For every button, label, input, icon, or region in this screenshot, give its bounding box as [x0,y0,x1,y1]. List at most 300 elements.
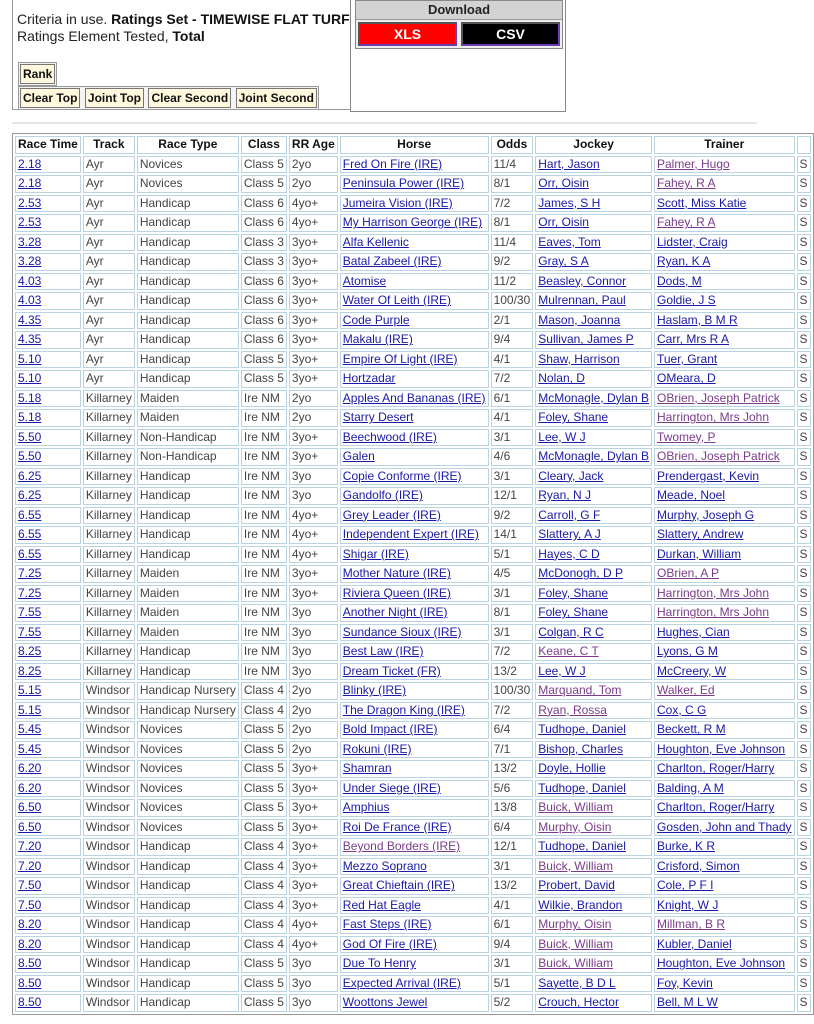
jockey-link[interactable]: Slattery, A J [538,527,601,542]
trainer-cell [654,897,795,915]
horse-link[interactable]: The Dragon King (IRE) [342,702,465,717]
trainer-cell [654,994,795,1012]
jockey-link[interactable]: Murphy, Oisin [538,819,612,834]
track-cell: Killarney [83,546,135,564]
race-type-cell: Handicap [137,936,239,954]
race-time-link[interactable]: 6.50 [18,800,42,815]
jockey-link[interactable]: Hart, Jason [538,156,600,171]
race-time-cell [15,214,81,232]
jockey-link[interactable]: Eaves, Tom [538,234,601,249]
track-cell: Killarney [83,507,135,525]
race-time-link[interactable]: 7.55 [18,605,42,620]
horse-link[interactable]: Riviera Queen (IRE) [342,585,451,600]
race-time-link[interactable]: 7.50 [18,897,42,912]
jockey-link[interactable]: Buick, William [538,800,613,815]
jockey-link[interactable]: Gray, S A [538,254,589,269]
race-time-link[interactable]: 3.28 [18,254,42,269]
trainer-link[interactable]: Scott, Miss Katie [656,195,747,210]
horse-link[interactable]: Best Law (IRE) [342,644,424,659]
race-time-cell [15,526,81,544]
trainer-cell [654,253,795,271]
trainer-link[interactable]: Harrington, Mrs John [656,585,770,600]
horse-link[interactable]: Shigar (IRE) [342,546,409,561]
trainer-cell [654,429,795,447]
race-time-link[interactable]: 5.18 [18,390,42,405]
trainer-link[interactable]: Charlton, Roger/Harry [656,800,775,815]
extra-cell: S [797,604,811,622]
race-time-link[interactable]: 8.50 [18,975,42,990]
table-row [15,663,811,681]
table-row [15,214,811,232]
race-time-link[interactable]: 8.50 [18,956,42,971]
trainer-link[interactable]: Harrington, Mrs John [656,605,770,620]
divider [12,122,757,124]
race-time-link[interactable]: 7.20 [18,858,42,873]
trainer-link[interactable]: Crisford, Simon [656,858,740,873]
race-time-link[interactable]: 8.25 [18,663,42,678]
jockey-link[interactable]: Colgan, R C [538,624,604,639]
race-time-link[interactable]: 6.25 [18,488,42,503]
class-cell: Ire NM [241,624,287,642]
header-odds[interactable]: Odds [491,136,534,154]
track-cell: Ayr [83,370,135,388]
trainer-cell [654,682,795,700]
race-time-cell [15,877,81,895]
horse-link[interactable]: Independent Expert (IRE) [342,527,479,542]
joint-top-button[interactable]: Joint Top [85,88,144,108]
jockey-cell [535,195,652,213]
extra-cell: S [797,624,811,642]
trainer-link[interactable]: Murphy, Joseph G [656,507,755,522]
trainer-link[interactable]: Balding, A M [656,780,724,795]
trainer-link[interactable]: Slattery, Andrew [656,527,744,542]
horse-link[interactable]: Another Night (IRE) [342,605,448,620]
race-time-link[interactable]: 5.15 [18,702,42,717]
race-time-link[interactable]: 5.18 [18,410,42,425]
trainer-link[interactable]: Goldie, J S [656,293,716,308]
race-time-link[interactable]: 4.35 [18,312,42,327]
track-cell: Killarney [83,643,135,661]
race-type-cell: Handicap [137,487,239,505]
race-time-link[interactable]: 8.20 [18,936,42,951]
trainer-link[interactable]: Hughes, Cian [656,624,730,639]
horse-link[interactable]: Due To Henry [342,956,416,971]
race-time-link[interactable]: 2.18 [18,176,42,191]
track-cell: Windsor [83,780,135,798]
track-cell: Killarney [83,604,135,622]
jockey-link[interactable]: Foley, Shane [538,410,609,425]
horse-link[interactable]: Bold Impact (IRE) [342,722,438,737]
extra-cell: S [797,916,811,934]
trainer-link[interactable]: Tuer, Grant [656,351,718,366]
jockey-link[interactable]: Sayette, B D L [538,975,616,990]
header-track[interactable]: Track [83,136,135,154]
jockey-cell [535,448,652,466]
race-time-link[interactable]: 8.50 [18,995,42,1010]
jockey-link[interactable]: Sullivan, James P [538,332,634,347]
race-type-cell: Non-Handicap [137,429,239,447]
race-time-link[interactable]: 4.03 [18,273,42,288]
table-row [15,955,811,973]
jockey-link[interactable]: Shaw, Harrison [538,351,620,366]
jockey-link[interactable]: Carroll, G F [538,507,601,522]
race-time-cell [15,409,81,427]
race-time-link[interactable]: 5.10 [18,371,42,386]
race-time-link[interactable]: 7.20 [18,839,42,854]
table-row [15,897,811,915]
jockey-cell [535,721,652,739]
jockey-cell [535,780,652,798]
trainer-cell [654,760,795,778]
race-time-cell [15,663,81,681]
table-row [15,448,811,466]
jockey-cell [535,819,652,837]
trainer-link[interactable]: McCreery, W [656,663,727,678]
race-time-link[interactable]: 5.15 [18,683,42,698]
race-time-link[interactable]: 6.20 [18,780,42,795]
horse-link[interactable]: God Of Fire (IRE) [342,936,437,951]
extra-cell: S [797,370,811,388]
trainer-link[interactable]: Haslam, B M R [656,312,738,327]
age-cell: 3yo+ [289,448,338,466]
trainer-link[interactable]: Cox, C G [656,702,707,717]
race-time-link[interactable]: 6.50 [18,819,42,834]
xls-download-button[interactable]: XLS [358,22,457,46]
joint-second-button[interactable]: Joint Second [236,88,317,108]
race-time-cell [15,312,81,330]
jockey-link[interactable]: Buick, William [538,858,613,873]
trainer-cell [654,916,795,934]
header-race-time[interactable]: Race Time [15,136,81,154]
class-cell: Ire NM [241,448,287,466]
age-cell: 3yo [289,624,338,642]
table-row [15,565,811,583]
race-time-link[interactable]: 2.53 [18,195,42,210]
horse-link[interactable]: Fred On Fire (IRE) [342,156,443,171]
horse-link[interactable]: Woottons Jewel [342,995,428,1010]
jockey-link[interactable]: Probert, David [538,878,615,893]
trainer-link[interactable]: Walker, Ed [656,683,715,698]
trainer-link[interactable]: Kubler, Daniel [656,936,732,951]
race-time-link[interactable]: 5.50 [18,429,42,444]
horse-link[interactable]: Shamran [342,761,392,776]
header-trainer[interactable]: Trainer [654,136,795,154]
selection-group [18,86,319,110]
rank-button[interactable]: Rank [20,64,55,84]
race-time-link[interactable]: 5.50 [18,449,42,464]
race-time-link[interactable]: 4.35 [18,332,42,347]
race-time-link[interactable]: 7.50 [18,878,42,893]
horse-link[interactable]: Mother Nature (IRE) [342,566,451,581]
horse-cell [340,331,489,349]
horse-cell [340,234,489,252]
trainer-link[interactable]: OBrien, Joseph Patrick [656,449,780,464]
jockey-link[interactable]: Ryan, Rossa [538,702,607,717]
track-cell: Windsor [83,916,135,934]
header-jockey[interactable]: Jockey [535,136,652,154]
trainer-cell [654,858,795,876]
horse-link[interactable]: Dream Ticket (FR) [342,663,441,678]
extra-cell: S [797,994,811,1012]
horse-link[interactable]: Atomise [342,273,387,288]
race-time-link[interactable]: 6.25 [18,468,42,483]
trainer-cell [654,156,795,174]
age-cell: 3yo [289,975,338,993]
jockey-link[interactable]: McMonagle, Dylan B [538,390,649,405]
race-type-cell: Handicap [137,507,239,525]
age-cell: 3yo [289,468,338,486]
trainer-link[interactable]: Carr, Mrs R A [656,332,729,347]
jockey-cell [535,975,652,993]
trainer-link[interactable]: Cole, P F I [656,878,714,893]
race-time-link[interactable]: 7.25 [18,566,42,581]
horse-link[interactable]: Blinky (IRE) [342,683,407,698]
horse-link[interactable]: Batal Zabeel (IRE) [342,254,442,269]
horse-cell [340,429,489,447]
race-type-cell: Handicap [137,526,239,544]
class-cell: Class 4 [241,702,287,720]
horse-link[interactable]: Water Of Leith (IRE) [342,293,452,308]
horse-link[interactable]: Copie Conforme (IRE) [342,468,462,483]
jockey-cell [535,351,652,369]
jockey-link[interactable]: McDonogh, D P [538,566,623,581]
jockey-cell [535,585,652,603]
race-time-link[interactable]: 2.18 [18,156,42,171]
race-time-link[interactable]: 4.03 [18,293,42,308]
trainer-link[interactable]: Knight, W J [656,897,719,912]
race-time-cell [15,351,81,369]
trainer-link[interactable]: Twomey, P [656,429,716,444]
jockey-link[interactable]: Nolan, D [538,371,585,386]
jockey-link[interactable]: Hayes, C D [538,546,600,561]
horse-link[interactable]: Galen [342,449,375,464]
trainer-link[interactable]: Bell, M L W [656,995,718,1010]
jockey-cell [535,429,652,447]
horse-link[interactable]: Makalu (IRE) [342,332,413,347]
jockey-link[interactable]: Doyle, Hollie [538,761,606,776]
horse-link[interactable]: Beyond Borders (IRE) [342,839,461,854]
jockey-link[interactable]: Beasley, Connor [538,273,627,288]
horse-link[interactable]: Jumeira Vision (IRE) [342,195,453,210]
clear-second-button[interactable]: Clear Second [148,88,231,108]
jockey-link[interactable]: Foley, Shane [538,605,609,620]
horse-link[interactable]: Great Chieftain (IRE) [342,878,455,893]
jockey-link[interactable]: Tudhope, Daniel [538,722,626,737]
trainer-link[interactable]: Palmer, Hugo [656,156,730,171]
jockey-link[interactable]: Tudhope, Daniel [538,839,626,854]
trainer-link[interactable]: Lidster, Craig [656,234,728,249]
table-row [15,156,811,174]
header-race-type[interactable]: Race Type [137,136,239,154]
trainer-link[interactable]: Millman, B R [656,917,725,932]
race-time-cell [15,468,81,486]
horse-link[interactable]: My Harrison George (IRE) [342,215,483,230]
horse-link[interactable]: Starry Desert [342,410,414,425]
track-cell: Ayr [83,292,135,310]
horse-cell [340,663,489,681]
trainer-link[interactable]: Prendergast, Kevin [656,468,760,483]
odds-cell: 100/30 [491,682,534,700]
jockey-link[interactable]: Foley, Shane [538,585,609,600]
odds-cell: 4/5 [491,565,534,583]
race-time-link[interactable]: 6.55 [18,546,42,561]
race-time-link[interactable]: 7.55 [18,624,42,639]
horse-cell [340,292,489,310]
jockey-link[interactable]: James, S H [538,195,601,210]
race-time-cell [15,624,81,642]
jockey-link[interactable]: Wilkie, Brandon [538,897,623,912]
jockey-link[interactable]: Bishop, Charles [538,741,623,756]
horse-link[interactable]: Beechwood (IRE) [342,429,437,444]
age-cell: 2yo [289,175,338,193]
race-time-cell [15,858,81,876]
jockey-link[interactable]: Marquand, Tom [538,683,622,698]
race-type-cell: Novices [137,799,239,817]
trainer-link[interactable]: Durkan, William [656,546,741,561]
jockey-cell [535,487,652,505]
trainer-link[interactable]: OBrien, Joseph Patrick [656,390,780,405]
trainer-cell [654,838,795,856]
race-time-cell [15,760,81,778]
horse-cell [340,624,489,642]
horse-link[interactable]: Alfa Kellenic [342,234,409,249]
jockey-link[interactable]: McMonagle, Dylan B [538,449,649,464]
horse-link[interactable]: Expected Arrival (IRE) [342,975,461,990]
horse-cell [340,507,489,525]
jockey-link[interactable]: Buick, William [538,956,613,971]
trainer-link[interactable]: OBrien, A P [656,566,720,581]
horse-cell [340,195,489,213]
odds-cell: 11/2 [491,273,534,291]
horse-link[interactable]: Hortzadar [342,371,396,386]
horse-link[interactable]: Mezzo Soprano [342,858,427,873]
horse-cell [340,741,489,759]
horse-link[interactable]: Empire Of Light (IRE) [342,351,458,366]
horse-link[interactable]: Red Hat Eagle [342,897,421,912]
race-time-link[interactable]: 5.45 [18,722,42,737]
track-cell: Ayr [83,175,135,193]
jockey-link[interactable]: Crouch, Hector [538,995,619,1010]
horse-cell [340,799,489,817]
horse-link[interactable]: Fast Steps (IRE) [342,917,432,932]
class-cell: Class 5 [241,721,287,739]
horse-link[interactable]: Under Siege (IRE) [342,780,441,795]
trainer-link[interactable]: Beckett, R M [656,722,726,737]
trainer-link[interactable]: Houghton, Eve Johnson [656,741,786,756]
jockey-link[interactable]: Mulrennan, Paul [538,293,626,308]
jockey-link[interactable]: Tudhope, Daniel [538,780,626,795]
jockey-link[interactable]: Orr, Oisin [538,215,589,230]
table-row [15,702,811,720]
jockey-link[interactable]: Cleary, Jack [538,468,604,483]
race-time-link[interactable]: 6.55 [18,507,42,522]
trainer-link[interactable]: Ryan, K A [656,254,711,269]
criteria-text [17,11,350,45]
trainer-link[interactable]: Harrington, Mrs John [656,410,770,425]
jockey-link[interactable]: Lee, W J [538,663,586,678]
horse-cell [340,468,489,486]
horse-link[interactable]: Amphius [342,800,390,815]
class-cell: Ire NM [241,663,287,681]
header-horse[interactable]: Horse [340,136,489,154]
age-cell: 3yo+ [289,838,338,856]
race-type-cell: Maiden [137,604,239,622]
race-time-link[interactable]: 6.20 [18,761,42,776]
trainer-link[interactable]: Charlton, Roger/Harry [656,761,775,776]
jockey-link[interactable]: Ryan, N J [538,488,591,503]
csv-download-button[interactable]: CSV [461,22,560,46]
jockey-link[interactable]: Murphy, Oisin [538,917,612,932]
race-time-link[interactable]: 5.45 [18,741,42,756]
race-type-cell: Novices [137,780,239,798]
race-time-link[interactable]: 7.25 [18,585,42,600]
race-time-cell [15,975,81,993]
extra-cell: S [797,429,811,447]
trainer-link[interactable]: Fahey, R A [656,176,716,191]
jockey-link[interactable]: Mason, Joanna [538,312,621,327]
horse-link[interactable]: Rokuni (IRE) [342,741,412,756]
horse-link[interactable]: Grey Leader (IRE) [342,507,441,522]
race-type-cell: Handicap [137,994,239,1012]
horse-link[interactable]: Apples And Bananas (IRE) [342,390,486,405]
extra-cell: S [797,487,811,505]
class-cell: Ire NM [241,390,287,408]
trainer-link[interactable]: Fahey, R A [656,215,716,230]
race-time-link[interactable]: 8.25 [18,644,42,659]
jockey-link[interactable]: Orr, Oisin [538,176,589,191]
odds-cell: 7/2 [491,643,534,661]
trainer-link[interactable]: Meade, Noel [656,488,726,503]
race-type-cell: Maiden [137,585,239,603]
class-cell: Class 5 [241,351,287,369]
class-cell: Ire NM [241,429,287,447]
race-time-link[interactable]: 8.20 [18,917,42,932]
race-time-link[interactable]: 6.55 [18,527,42,542]
trainer-link[interactable]: Gosden, John and Thady [656,819,792,834]
clear-top-button[interactable]: Clear Top [20,88,80,108]
odds-cell: 8/1 [491,214,534,232]
trainer-link[interactable]: Houghton, Eve Johnson [656,956,786,971]
race-type-cell: Handicap [137,897,239,915]
table-row [15,468,811,486]
trainer-link[interactable]: Lyons, G M [656,644,718,659]
trainer-link[interactable]: Foy, Kevin [656,975,713,990]
race-time-link[interactable]: 5.10 [18,351,42,366]
horse-link[interactable]: Gandolfo (IRE) [342,488,423,503]
race-time-link[interactable]: 2.53 [18,215,42,230]
horse-link[interactable]: Peninsula Power (IRE) [342,176,465,191]
jockey-link[interactable]: Keane, C T [538,644,599,659]
race-time-link[interactable]: 3.28 [18,234,42,249]
horse-link[interactable]: Roi De France (IRE) [342,819,452,834]
header-rr-age[interactable]: RR Age [289,136,338,154]
trainer-link[interactable]: Burke, K R [656,839,716,854]
jockey-link[interactable]: Lee, W J [538,429,586,444]
extra-cell: S [797,721,811,739]
extra-cell: S [797,877,811,895]
odds-cell: 13/2 [491,877,534,895]
horse-link[interactable]: Sundance Sioux (IRE) [342,624,462,639]
header-class[interactable]: Class [241,136,287,154]
trainer-link[interactable]: Dods, M [656,273,702,288]
trainer-link[interactable]: OMeara, D [656,371,716,386]
class-cell: Ire NM [241,409,287,427]
jockey-link[interactable]: Buick, William [538,936,613,951]
table-row [15,292,811,310]
table-row [15,546,811,564]
horse-link[interactable]: Code Purple [342,312,410,327]
race-time-cell [15,507,81,525]
